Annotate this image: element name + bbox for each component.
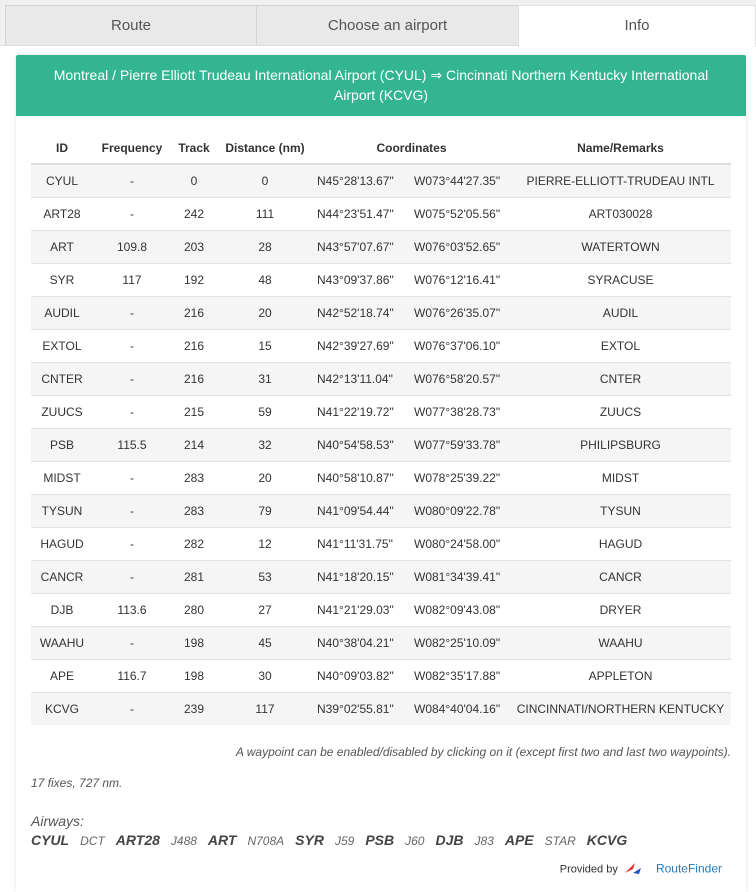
airway-waypoint: SYR [295, 832, 324, 848]
table-row[interactable] [31, 164, 731, 197]
cell-longitude: W076°58'20.57" [410, 362, 510, 395]
cell-frequency: - [93, 692, 171, 725]
table-row[interactable] [31, 626, 731, 659]
cell-frequency: - [93, 329, 171, 362]
airway-waypoint: PSB [365, 832, 395, 848]
cell-name-remarks: TYSUN [510, 494, 731, 527]
route-title-banner [16, 55, 746, 116]
cell-distance: 111 [217, 197, 313, 230]
cell-longitude: W077°38'28.73" [410, 395, 510, 428]
cell-track: 203 [171, 230, 217, 263]
cell-track: 198 [171, 626, 217, 659]
cell-id: MIDST [31, 461, 93, 494]
cell-distance: 79 [217, 494, 313, 527]
cell-latitude: N41°22'19.72" [313, 395, 410, 428]
table-row[interactable] [31, 296, 731, 329]
table-row[interactable] [31, 263, 731, 296]
table-header-row [31, 132, 731, 164]
airway-segment: DCT [80, 834, 105, 848]
cell-track: 281 [171, 560, 217, 593]
table-row[interactable] [31, 329, 731, 362]
cell-latitude: N39°02'55.81" [313, 692, 410, 725]
cell-track: 283 [171, 461, 217, 494]
cell-id: AUDIL [31, 296, 93, 329]
cell-name-remarks: WATERTOWN [510, 230, 731, 263]
cell-track: 216 [171, 329, 217, 362]
cell-name-remarks: PIERRE-ELLIOTT-TRUDEAU INTL [510, 164, 731, 197]
cell-frequency: - [93, 560, 171, 593]
table-row[interactable] [31, 197, 731, 230]
cell-distance: 30 [217, 659, 313, 692]
airway-waypoint: ART28 [115, 832, 160, 848]
cell-id: ART28 [31, 197, 93, 230]
cell-distance: 0 [217, 164, 313, 197]
header-id: ID [31, 132, 93, 164]
cell-id: CANCR [31, 560, 93, 593]
cell-latitude: N43°09'37.86" [313, 263, 410, 296]
table-row[interactable] [31, 494, 731, 527]
cell-frequency: - [93, 461, 171, 494]
cell-name-remarks: CNTER [510, 362, 731, 395]
airway-segment: N708A [247, 834, 285, 848]
cell-id: HAGUD [31, 527, 93, 560]
cell-latitude: N40°58'10.87" [313, 461, 410, 494]
table-row[interactable] [31, 593, 731, 626]
tab-route[interactable]: Route [5, 5, 257, 45]
cell-frequency: - [93, 197, 171, 230]
cell-track: 215 [171, 395, 217, 428]
cell-longitude: W082°09'43.08" [410, 593, 510, 626]
cell-id: APE [31, 659, 93, 692]
cell-distance: 27 [217, 593, 313, 626]
cell-longitude: W081°34'39.41" [410, 560, 510, 593]
cell-id: SYR [31, 263, 93, 296]
cell-latitude: N42°13'11.04" [313, 362, 410, 395]
cell-distance: 48 [217, 263, 313, 296]
cell-frequency: - [93, 296, 171, 329]
cell-frequency: - [93, 527, 171, 560]
route-summary: 17 fixes, 727 nm. [31, 776, 123, 790]
cell-frequency: 113.6 [93, 593, 171, 626]
cell-track: 282 [171, 527, 217, 560]
header-name-remarks: Name/Remarks [510, 132, 731, 164]
cell-name-remarks: APPLETON [510, 659, 731, 692]
cell-track: 280 [171, 593, 217, 626]
waypoint-toggle-note: A waypoint can be enabled/disabled by clicking on it (except first two and last two waypoints). [235, 745, 731, 759]
airway-waypoint: ART [207, 832, 237, 848]
cell-longitude: W082°25'10.09" [410, 626, 510, 659]
cell-id: KCVG [31, 692, 93, 725]
table-row[interactable] [31, 395, 731, 428]
cell-longitude: W082°35'17.88" [410, 659, 510, 692]
cell-latitude: N41°18'20.15" [313, 560, 410, 593]
airway-segment: J59 [334, 834, 355, 848]
cell-id: EXTOL [31, 329, 93, 362]
cell-frequency: 117 [93, 263, 171, 296]
table-row[interactable] [31, 560, 731, 593]
cell-track: 192 [171, 263, 217, 296]
airway-segment: STAR [544, 834, 576, 848]
cell-distance: 12 [217, 527, 313, 560]
cell-longitude: W076°03'52.65" [410, 230, 510, 263]
cell-id: PSB [31, 428, 93, 461]
cell-frequency: - [93, 626, 171, 659]
info-panel [16, 55, 746, 892]
airway-waypoint: CYUL [31, 832, 70, 848]
cell-longitude: W080°24'58.00" [410, 527, 510, 560]
cell-latitude: N40°38'04.21" [313, 626, 410, 659]
cell-distance: 59 [217, 395, 313, 428]
cell-longitude: W078°25'39.22" [410, 461, 510, 494]
table-row[interactable] [31, 230, 731, 263]
header-track: Track [171, 132, 217, 164]
cell-distance: 20 [217, 461, 313, 494]
cell-track: 216 [171, 362, 217, 395]
cell-id: DJB [31, 593, 93, 626]
provided-by [560, 861, 722, 878]
cell-name-remarks: HAGUD [510, 527, 731, 560]
airway-segment: J83 [474, 834, 494, 848]
cell-track: 216 [171, 296, 217, 329]
cell-latitude: N44°23'51.47" [313, 197, 410, 230]
cell-longitude: W073°44'27.35" [410, 164, 510, 197]
cell-name-remarks: WAAHU [510, 626, 731, 659]
cell-latitude: N40°54'58.53" [313, 428, 410, 461]
cell-id: TYSUN [31, 494, 93, 527]
cell-distance: 28 [217, 230, 313, 263]
routefinder-logo-icon [624, 861, 650, 878]
cell-latitude: N42°39'27.69" [313, 329, 410, 362]
provided-by-text: Provided by [559, 863, 618, 876]
table-row[interactable] [31, 659, 731, 692]
airways-string [31, 832, 638, 854]
cell-frequency: - [93, 494, 171, 527]
table-row[interactable] [31, 527, 731, 560]
cell-name-remarks: PHILIPSBURG [510, 428, 731, 461]
cell-latitude: N45°28'13.67" [313, 164, 410, 197]
cell-track: 0 [171, 164, 217, 197]
header-coordinates: Coordinates [313, 132, 510, 164]
waypoints-table-body [31, 164, 731, 725]
airway-waypoint: KCVG [586, 832, 628, 848]
waypoints-table [31, 132, 731, 725]
header-frequency: Frequency [93, 132, 171, 164]
cell-distance: 32 [217, 428, 313, 461]
cell-latitude: N41°21'29.03" [313, 593, 410, 626]
route-title: Montreal / Pierre Elliott Trudeau International Airport (CYUL) ⇒ Cincinnati Northern Kentucky International Airport (KCVG) [53, 67, 709, 103]
cell-latitude: N41°09'54.44" [313, 494, 410, 527]
cell-latitude: N40°09'03.82" [313, 659, 410, 692]
airway-waypoint: DJB [435, 832, 464, 848]
cell-name-remarks: MIDST [510, 461, 731, 494]
cell-frequency: - [93, 395, 171, 428]
tab-info[interactable]: Info [518, 5, 756, 47]
tab-choose-airport[interactable]: Choose an airport [256, 5, 519, 45]
cell-track: 198 [171, 659, 217, 692]
table-row[interactable] [31, 692, 731, 725]
cell-longitude: W080°09'22.78" [410, 494, 510, 527]
cell-latitude: N42°52'18.74" [313, 296, 410, 329]
cell-id: CNTER [31, 362, 93, 395]
cell-latitude: N41°11'31.75" [313, 527, 410, 560]
cell-frequency: - [93, 362, 171, 395]
cell-longitude: W076°37'06.10" [410, 329, 510, 362]
cell-track: 214 [171, 428, 217, 461]
cell-name-remarks: ART030028 [510, 197, 731, 230]
airway-segment: J488 [170, 834, 197, 848]
cell-longitude: W075°52'05.56" [410, 197, 510, 230]
header-distance: Distance (nm) [217, 132, 313, 164]
cell-longitude: W076°12'16.41" [410, 263, 510, 296]
cell-distance: 20 [217, 296, 313, 329]
cell-distance: 53 [217, 560, 313, 593]
cell-name-remarks: CINCINNATI/NORTHERN KENTUCKY [510, 692, 731, 725]
cell-name-remarks: DRYER [510, 593, 731, 626]
cell-frequency: 115.5 [93, 428, 171, 461]
cell-track: 239 [171, 692, 217, 725]
cell-name-remarks: ZUUCS [510, 395, 731, 428]
routefinder-link[interactable]: RouteFinder [655, 861, 722, 876]
cell-id: ZUUCS [31, 395, 93, 428]
cell-id: CYUL [31, 164, 93, 197]
table-row[interactable] [31, 428, 731, 461]
cell-id: WAAHU [31, 626, 93, 659]
table-row[interactable] [31, 461, 731, 494]
cell-longitude: W076°26'35.07" [410, 296, 510, 329]
cell-name-remarks: EXTOL [510, 329, 731, 362]
cell-distance: 45 [217, 626, 313, 659]
cell-frequency: 109.8 [93, 230, 171, 263]
cell-latitude: N43°57'07.67" [313, 230, 410, 263]
cell-name-remarks: AUDIL [510, 296, 731, 329]
cell-frequency: - [93, 164, 171, 197]
table-row[interactable] [31, 362, 731, 395]
airways-label: Airways: [31, 813, 84, 829]
cell-id: ART [31, 230, 93, 263]
cell-name-remarks: CANCR [510, 560, 731, 593]
cell-distance: 31 [217, 362, 313, 395]
cell-name-remarks: SYRACUSE [510, 263, 731, 296]
cell-distance: 15 [217, 329, 313, 362]
tab-bar [0, 0, 756, 46]
airway-segment: J60 [405, 834, 425, 848]
airway-waypoint: APE [504, 832, 534, 848]
cell-track: 283 [171, 494, 217, 527]
cell-track: 242 [171, 197, 217, 230]
cell-distance: 117 [217, 692, 313, 725]
cell-frequency: 116.7 [93, 659, 171, 692]
cell-longitude: W077°59'33.78" [410, 428, 510, 461]
cell-longitude: W084°40'04.16" [410, 692, 510, 725]
